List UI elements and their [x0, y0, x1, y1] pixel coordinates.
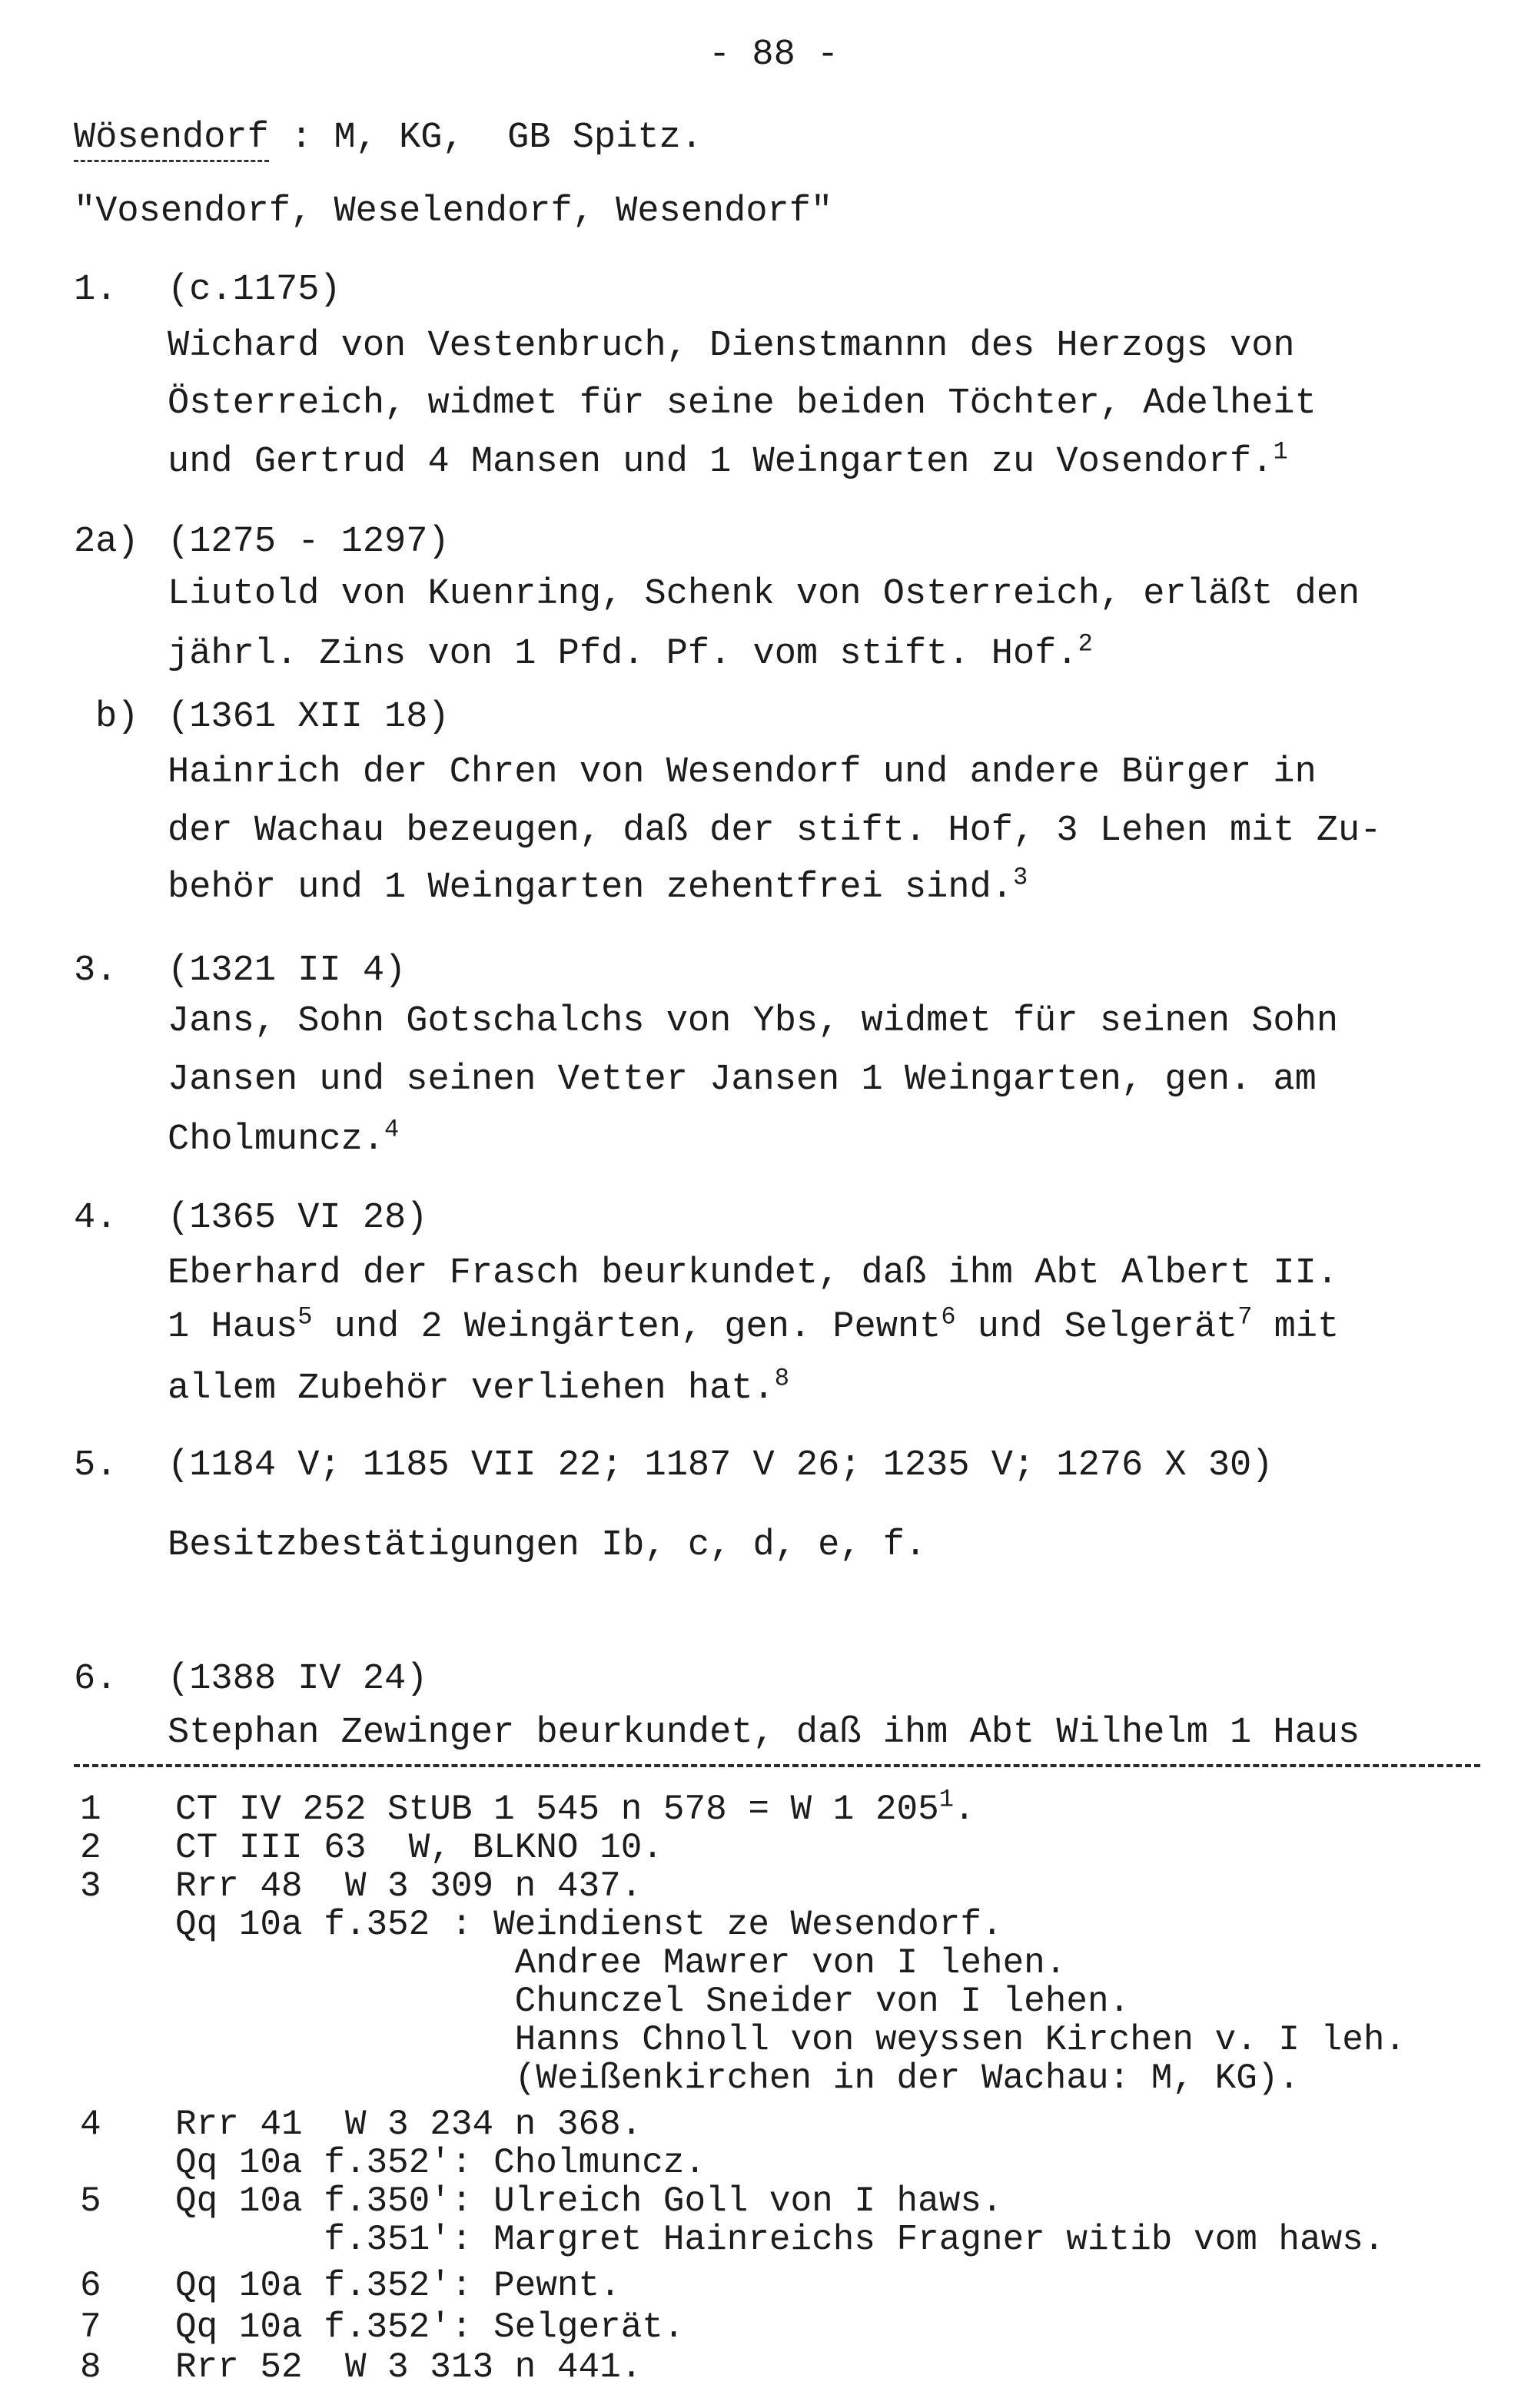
footnote-text: Qq 10a f.352′: Selgerät. — [175, 2307, 685, 2347]
place-heading — [74, 120, 702, 156]
entry-text: und 2 Weingärten, gen. Pewnt — [312, 1307, 942, 1348]
footnote-number: 7 — [80, 2307, 101, 2347]
entry-text: jährl. Zins von 1 Pfd. Pf. vom stift. Hof. — [168, 634, 1078, 675]
entry-date: (1275 - 1297) — [168, 522, 450, 562]
footnote-ref: 3 — [1012, 863, 1028, 892]
footnote-number: 2 — [80, 1828, 101, 1868]
entry-text-line — [168, 1302, 1340, 1348]
entry-number: 5. — [74, 1445, 118, 1486]
entry-number: 4. — [74, 1198, 118, 1239]
footnote-ref: 5 — [297, 1302, 313, 1332]
entry-text: allem Zubehör verliehen hat. — [168, 1368, 775, 1409]
entry-text: und Selgerät — [955, 1307, 1238, 1348]
footnote-text: Andree Mawrer von I lehen. — [175, 1943, 1067, 1983]
entry-text-line: Wichard von Vestenbruch, Dienstmannn des Herzogs von — [168, 326, 1295, 367]
entry-text-line — [168, 1115, 400, 1160]
entry-text-line: Liutold von Kuenring, Schenk von Osterreich, erläßt den — [168, 574, 1360, 615]
entry-number: 1. — [74, 270, 118, 310]
entry-text-line: Jansen und seinen Vetter Jansen 1 Weingarten, gen. am — [168, 1060, 1317, 1100]
entry-text-line: Österreich, widmet für seine beiden Töchter, Adelheit — [168, 383, 1317, 424]
footnote-body: CT IV 252 StUB 1 545 n 578 = W 1 205 — [175, 1789, 939, 1829]
footnote-number: 8 — [80, 2347, 101, 2387]
entry-text-line — [168, 1364, 789, 1409]
entry-date: (1184 V; 1185 VII 22; 1187 V 26; 1235 V; 1276 X 30) — [168, 1445, 1274, 1486]
entry-number: 6. — [74, 1659, 118, 1700]
entry-text-line: Jans, Sohn Gotschalchs von Ybs, widmet für seinen Sohn — [168, 1001, 1339, 1042]
footnote-ref: 2 — [1078, 629, 1093, 658]
page-number: - 88 - — [709, 35, 839, 75]
footnote-text — [175, 1785, 975, 1829]
footnote-text: Qq 10a f.352′: Pewnt. — [175, 2266, 621, 2306]
entry-text: behör und 1 Weingarten zehentfrei sind. — [168, 867, 1013, 908]
footnote-text: Rrr 52 W 3 313 n 441. — [175, 2347, 643, 2387]
entry-text: und Gertrud 4 Mansen und 1 Weingarten zu Vosendorf. — [168, 442, 1274, 483]
entry-date: (1365 VI 28) — [168, 1198, 428, 1239]
footnote-text: Qq 10a f.350′: Ulreich Goll von I haws. — [175, 2181, 1003, 2221]
entry-text-line — [168, 863, 1028, 908]
entry-text-line — [168, 437, 1288, 483]
entry-number: 2a) — [74, 522, 139, 562]
entry-text-line: der Wachau bezeugen, daß der stift. Hof, 3 Lehen mit Zu- — [168, 811, 1382, 851]
entry-text-line: Hainrich der Chren von Wesendorf und andere Bürger in — [168, 752, 1317, 793]
footnote-ref: 6 — [941, 1302, 956, 1332]
place-name: Wösendorf — [74, 118, 269, 162]
footnote-tail: . — [953, 1789, 975, 1829]
footnote-separator — [74, 1764, 1480, 1767]
entry-text: mit — [1252, 1307, 1340, 1348]
footnote-text: (Weißenkirchen in der Wachau: M, KG). — [175, 2058, 1300, 2098]
entry-date: (1321 II 4) — [168, 950, 407, 991]
entry-date: (c.1175) — [168, 270, 341, 310]
footnote-text: Rrr 48 W 3 309 n 437. — [175, 1866, 643, 1906]
place-classification: : M, KG, GB Spitz. — [268, 118, 702, 158]
entry-text-line: Eberhard der Frasch beurkundet, daß ihm Abt Albert II. — [168, 1253, 1339, 1294]
entry-date: (1388 IV 24) — [168, 1659, 428, 1700]
footnote-number: 1 — [80, 1789, 101, 1829]
footnote-ref: 4 — [384, 1115, 400, 1144]
footnote-text: Qq 10a f.352′: Cholmuncz. — [175, 2143, 706, 2183]
footnote-text: f.351′: Margret Hainreichs Fragner witib vom haws. — [175, 2220, 1385, 2260]
entry-text-line: Stephan Zewinger beurkundet, daß ihm Abt Wilhelm 1 Haus — [168, 1713, 1360, 1753]
footnote-text: Rrr 41 W 3 234 n 368. — [175, 2105, 643, 2144]
footnote-number: 3 — [80, 1866, 101, 1906]
footnote-ref: 1 — [938, 1785, 954, 1814]
footnote-number: 4 — [80, 2105, 101, 2144]
footnote-ref: 1 — [1273, 437, 1288, 466]
footnote-text: Chunczel Sneider von I lehen. — [175, 1982, 1131, 2022]
footnote-text: CT III 63 W, BLKNO 10. — [175, 1828, 663, 1868]
footnote-text: Hanns Chnoll von weyssen Kirchen v. I leh. — [175, 2020, 1406, 2060]
entry-text: 1 Haus — [168, 1307, 298, 1348]
entry-number: 3. — [74, 950, 118, 991]
entry-number: b) — [95, 697, 139, 738]
footnote-ref: 8 — [774, 1364, 789, 1393]
place-variants: "Vosendorf, Weselendorf, Wesendorf" — [74, 191, 833, 232]
footnote-number: 5 — [80, 2181, 101, 2221]
footnote-ref: 7 — [1237, 1302, 1253, 1332]
entry-date: (1361 XII 18) — [168, 697, 450, 738]
entry-text-line: Besitzbestätigungen Ib, c, d, e, f. — [168, 1525, 927, 1566]
entry-text-line — [168, 629, 1093, 675]
footnote-number: 6 — [80, 2266, 101, 2306]
entry-text: Cholmuncz. — [168, 1119, 385, 1160]
footnote-text: Qq 10a f.352 : Weindienst ze Wesendorf. — [175, 1905, 1003, 1945]
